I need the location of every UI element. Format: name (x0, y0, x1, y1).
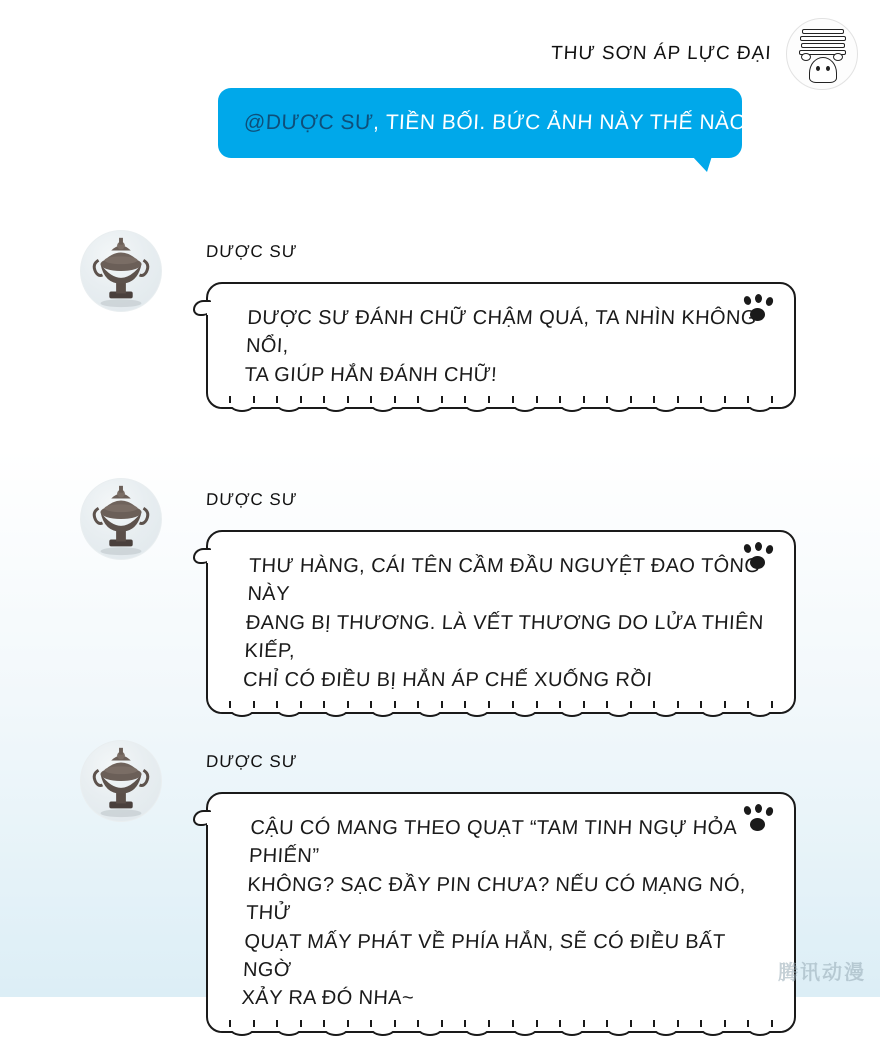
outgoing-message-text (243, 111, 759, 135)
message-text: DƯỢC SƯ ĐÁNH CHỮ CHẬM QUÁ, TA NHÌN KHÔNG NỔI, TA GIÚP HẮN ĐÁNH CHỮ! (243, 307, 758, 386)
bubble-wave-mask (220, 1027, 782, 1031)
ghost-arm-right-icon (833, 53, 843, 61)
mention-link[interactable]: @DƯỢC SƯ (243, 111, 375, 134)
bubble-nub (193, 548, 211, 564)
outgoing-message-body: , TIỀN BỐI. BỨC ẢNH NÀY THẾ NÀO? (372, 111, 760, 134)
sender-name: DƯỢC SƯ (205, 242, 298, 261)
bubble-wave-mask (220, 708, 782, 712)
header-avatar[interactable] (786, 18, 858, 90)
sender-name: DƯỢC SƯ (205, 490, 298, 509)
message-text: THƯ HÀNG, CÁI TÊN CẦM ĐẦU NGUYỆT ĐAO TÔNG NÀY ĐANG BỊ THƯƠNG. LÀ VẾT THƯƠNG DO LỬA THIÊN KIẾP, CHỈ CÓ ĐIỀU BỊ HẮN ÁP CHẾ XUỐNG RỒI (242, 555, 765, 691)
bubble-wave-edge (218, 703, 784, 721)
avatar[interactable] (80, 740, 162, 822)
bubble-wave-mask (220, 403, 782, 407)
incense-burner-icon (81, 231, 161, 311)
avatar[interactable] (80, 230, 162, 312)
sender-name: DƯỢC SƯ (205, 752, 298, 771)
message-text: CẬU CÓ MANG THEO QUẠT “TAM TINH NGỰ HỎA PHIẾN” KHÔNG? SẠC ĐẦY PIN CHƯA? NẾU CÓ MẠNG NÓ, THỬ QUẠT MẤY PHÁT VỀ PHÍA HẮN, SẼ CÓ ĐIỀU BẤT NGỜ XẢY RA ĐÓ NHA~ (240, 817, 747, 1010)
bubble-nub (193, 810, 211, 826)
watermark: 腾讯动漫 (778, 962, 866, 984)
message-bubble[interactable] (206, 530, 796, 714)
bubble-wave-edge (218, 1022, 784, 1040)
message-bubble[interactable] (206, 282, 796, 409)
header-username: THƯ SƠN ÁP LỰC ĐẠI (550, 43, 773, 64)
ghost-icon (809, 57, 837, 83)
bubble-wave-edge (218, 398, 784, 416)
bubble-tail (692, 156, 712, 172)
ghost-arm-left-icon (801, 53, 811, 61)
incense-burner-icon (81, 479, 161, 559)
incense-burner-icon (81, 741, 161, 821)
bubble-nub (193, 300, 211, 316)
header-user (551, 18, 858, 90)
outgoing-message-bubble[interactable] (218, 88, 760, 158)
avatar[interactable] (80, 478, 162, 560)
